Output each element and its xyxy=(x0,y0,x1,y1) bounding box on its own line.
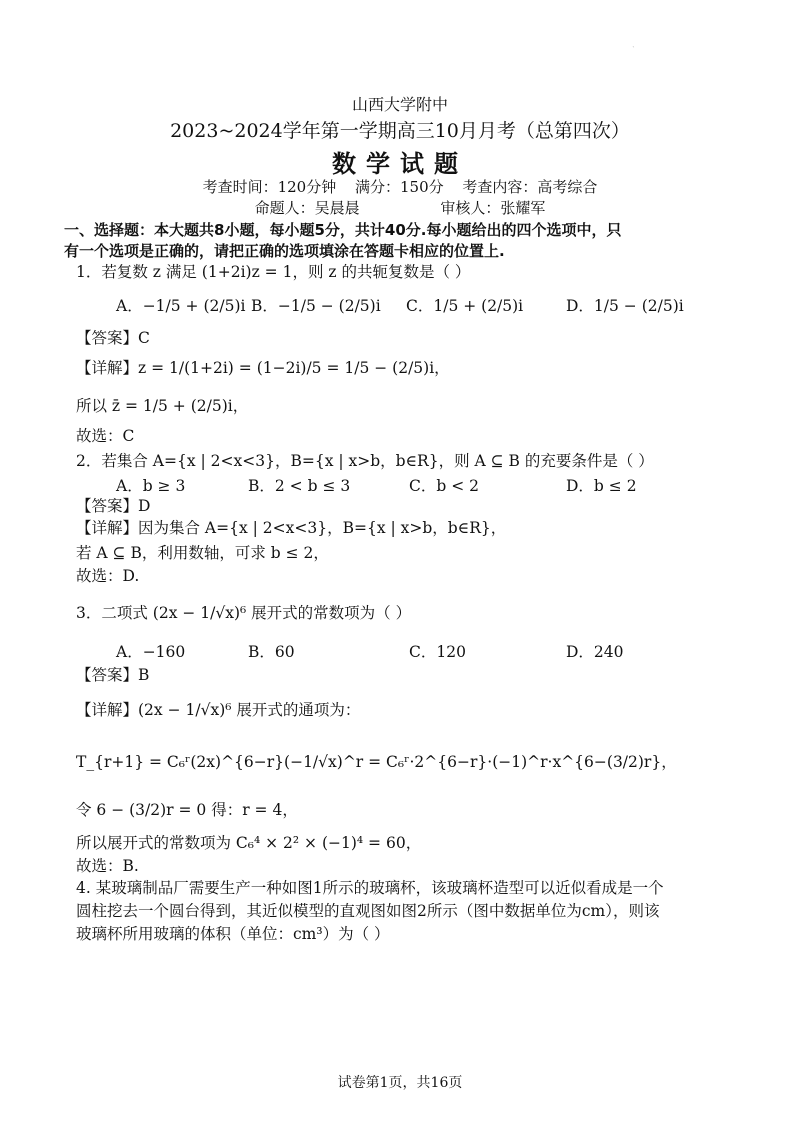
q2-detail: 【详解】因为集合 A={x | 2<x<3}，B={x | x>b，b∈R}， xyxy=(76,519,507,537)
q3-option-c: C．120 xyxy=(409,643,466,661)
q1-option-c: C．1/5 + (2/5)i xyxy=(406,297,524,315)
q1-stem: 1．若复数 z 满足 (1+2i)z = 1，则 z 的共轭复数是（ ） xyxy=(76,263,471,281)
author: 命题人：吴晨晨 xyxy=(254,199,360,217)
q3-result: 所以展开式的常数项为 C₆⁴ × 2² × (−1)⁴ = 60， xyxy=(76,834,422,852)
subject-title: 数学试题 xyxy=(332,150,468,178)
q3-option-b: B．60 xyxy=(248,643,295,661)
q1-answer: 【答案】C xyxy=(76,329,150,347)
full-score: 满分：150分 xyxy=(354,178,444,196)
q1-detail: 【详解】z = 1/(1+2i) = (1−2i)/5 = 1/5 − (2/5)i， xyxy=(76,359,450,377)
exam-authors xyxy=(0,197,800,218)
q2-option-b: B．2 < b ≤ 3 xyxy=(248,477,351,495)
q3-options xyxy=(116,642,676,664)
q3-detail: 【详解】(2x − 1/√x)⁶ 展开式的通项为： xyxy=(76,701,361,719)
q2-stem: 2．若集合 A={x | 2<x<3}，B={x | x>b，b∈R}，则 A ⊆ B 的充要条件是（ ） xyxy=(76,452,654,470)
q3-stem: 3．二项式 (2x − 1/√x)⁶ 展开式的常数项为（ ） xyxy=(76,604,412,622)
q1-option-d: D．1/5 − (2/5)i xyxy=(566,297,684,315)
q1-option-a: A．−1/5 + (2/5)i xyxy=(116,297,246,315)
q3-answer: 【答案】B xyxy=(76,666,150,684)
q3-option-a: A．−160 xyxy=(116,643,186,661)
q2-answer: 【答案】D xyxy=(76,497,151,515)
q2-options xyxy=(116,476,676,498)
school-name: 山西大学附中 xyxy=(351,95,448,114)
q1-conclusion: 故选：C xyxy=(76,427,135,445)
q3-conclusion: 故选：B. xyxy=(76,857,139,875)
exam-title: 2023~2024学年第一学期高三10月月考（总第四次） xyxy=(170,120,630,142)
q4-line3: 玻璃杯所用玻璃的体积（单位：cm³）为（ ） xyxy=(76,925,390,943)
q4-line2: 圆柱挖去一个圆台得到，其近似模型的直观图如图2所示（图中数据单位为cm），则该 xyxy=(76,902,660,920)
q2-step: 若 A ⊆ B，利用数轴，可求 b ≤ 2， xyxy=(76,544,329,562)
q1-option-b: B．−1/5 − (2/5)i xyxy=(251,297,381,315)
section-heading-line2: 有一个选项是正确的，请把正确的选项填涂在答题卡相应的位置上. xyxy=(64,242,505,260)
exam-content: 考查内容：高考综合 xyxy=(462,178,598,196)
q2-option-a: A．b ≥ 3 xyxy=(116,477,186,495)
q2-option-c: C．b < 2 xyxy=(409,477,479,495)
section-heading-line1: 一、选择题：本大题共8小题，每小题5分，共计40分.每小题给出的四个选项中，只 xyxy=(64,221,622,239)
q1-options xyxy=(116,296,684,320)
q1-step: 所以 z̄ = 1/5 + (2/5)i， xyxy=(76,397,249,415)
page-footer: 试卷第1页，共16页 xyxy=(337,1075,463,1091)
q2-option-d: D．b ≤ 2 xyxy=(566,477,637,495)
q3-formula: T_{r+1} = C₆ʳ(2x)^{6−r}(−1/√x)^r = C₆ʳ·2^{6−r}·(−1)^r·x^{6−(3/2)r}， xyxy=(76,753,677,771)
q2-conclusion: 故选：D. xyxy=(76,567,140,585)
reviewer: 审核人：张耀军 xyxy=(440,199,546,217)
q3-solve: 令 6 − (3/2)r = 0 得：r = 4， xyxy=(76,801,298,819)
q3-option-d: D．240 xyxy=(566,643,624,661)
q4-line1: 4. 某玻璃制品厂需要生产一种如图1所示的玻璃杯，该玻璃杯造型可以近似看成是一个 xyxy=(76,879,664,897)
corner-mark: ` xyxy=(632,46,636,54)
exam-time: 考查时间：120分钟 xyxy=(202,178,337,196)
exam-meta xyxy=(0,176,800,197)
